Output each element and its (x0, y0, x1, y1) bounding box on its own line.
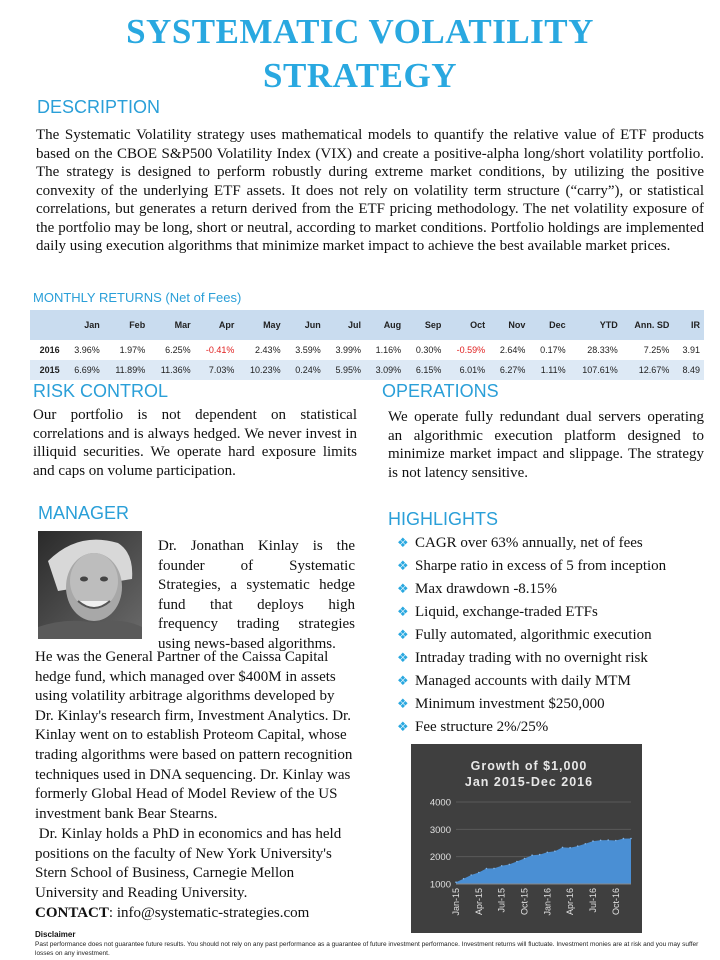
chart-data-point (623, 838, 625, 840)
table-header-cell: Feb (104, 310, 149, 340)
chart-y-tick-label: 2000 (429, 852, 451, 864)
highlight-text: Liquid, exchange-traded ETFs (415, 604, 598, 620)
highlights-list (397, 533, 697, 740)
table-row (30, 360, 704, 380)
table-cell: 28.33% (570, 340, 622, 360)
table-row-year: 2016 (30, 340, 64, 360)
diamond-bullet-icon: ❖ (397, 628, 409, 643)
table-cell: 3.09% (365, 360, 405, 380)
table-header-cell: May (238, 310, 284, 340)
chart-data-point (516, 861, 518, 863)
table-header-cell: Jul (325, 310, 365, 340)
diamond-bullet-icon: ❖ (397, 582, 409, 597)
chart-data-point (524, 858, 526, 860)
diamond-bullet-icon: ❖ (397, 651, 409, 666)
highlight-text: Max drawdown -8.15% (415, 581, 558, 597)
highlight-item (397, 648, 697, 671)
chart-data-point (470, 874, 472, 876)
highlight-text: Managed accounts with daily MTM (415, 673, 631, 689)
table-cell: 0.17% (529, 340, 569, 360)
contact-line (35, 905, 309, 922)
growth-chart (411, 744, 642, 933)
table-header-cell: Jan (64, 310, 104, 340)
table-header-cell: Aug (365, 310, 405, 340)
manager-education: Dr. Kinlay holds a PhD in economics and has held positions on the faculty of New York University's Stern School of Business, Carnegie Mellon University and Reading University. (35, 826, 345, 901)
highlight-text: CAGR over 63% annually, net of fees (415, 535, 643, 551)
table-cell: 2.64% (489, 340, 529, 360)
operations-text: We operate fully redundant dual servers operating an algorithmic execution platform designed to minimize market impact and slippage. The strategy is not latency sensitive. (388, 409, 704, 481)
chart-data-point (600, 840, 602, 842)
table-cell: 6.01% (445, 360, 489, 380)
chart-y-tick-label: 1000 (429, 879, 451, 891)
table-header-cell: Oct (445, 310, 489, 340)
table-header-cell: Apr (195, 310, 239, 340)
risk-control-heading: RISK CONTROL (33, 381, 169, 401)
highlight-text: Minimum investment $250,000 (415, 696, 605, 712)
highlight-item (397, 671, 697, 694)
disclaimer-text: Past performance does not guarantee future results. You should not rely on any past performance as a guarantee of future investment performance. Investment returns will fluctuate. Investment monies are at risk and you may suffer losses on any investment. (35, 941, 699, 957)
table-cell: 1.16% (365, 340, 405, 360)
diamond-bullet-icon: ❖ (397, 674, 409, 689)
description-heading: DESCRIPTION (37, 97, 161, 117)
highlight-item (397, 602, 697, 625)
table-header-cell: Sep (405, 310, 445, 340)
chart-data-point (501, 865, 503, 867)
chart-y-tick-label: 4000 (429, 797, 451, 809)
table-cell: 1.11% (529, 360, 569, 380)
highlight-text: Sharpe ratio in excess of 5 from inception (415, 558, 667, 574)
chart-subtitle: Jan 2015-Dec 2016 (464, 775, 594, 789)
table-cell: 2.43% (238, 340, 284, 360)
highlight-item (397, 533, 697, 556)
table-header-cell: IR (673, 310, 704, 340)
disclaimer-heading: Disclaimer (35, 930, 76, 939)
highlight-item (397, 717, 697, 740)
highlight-text: Intraday trading with no overnight risk (415, 650, 648, 666)
contact-label: CONTACT (35, 905, 109, 921)
table-cell: 3.99% (325, 340, 365, 360)
table-cell: 11.89% (104, 360, 149, 380)
table-cell: 3.59% (285, 340, 325, 360)
chart-area-series (456, 839, 631, 885)
chart-y-tick-label: 3000 (429, 824, 451, 836)
manager-bio: He was the General Partner of the Caissa Capital hedge fund, which managed over $400M in assets using volatility arbitrage algorithms developed by Dr. Kinlay's research firm, Investment Analytics. Dr. Kinlay went on to establish Proteom Capital, whose trading algorithms were based on pattern recognition techniques used in DNA sequencing. Dr. Kinlay was formerly Global Head of Model Review of the US investment bank Bear Stearns. (35, 649, 353, 822)
chart-x-tick-label: Jan-15 (451, 888, 461, 916)
chart-data-point (486, 868, 488, 870)
chart-x-tick-label: Jan-16 (542, 888, 553, 916)
table-cell: 10.23% (238, 360, 284, 380)
table-cell: 6.25% (149, 340, 194, 360)
table-cell: 11.36% (149, 360, 194, 380)
table-cell: 7.03% (195, 360, 239, 380)
manager-intro: Dr. Jonathan Kinlay is the founder of Systematic Strategies, a systematic hedge fund that deploys high frequency trading strategies using news-based algorithms. (158, 538, 355, 652)
chart-x-tick-label: Jul-16 (587, 888, 598, 913)
chart-x-tick-label: Apr-15 (473, 888, 484, 916)
table-cell: 6.27% (489, 360, 529, 380)
monthly-returns-heading: MONTHLY RETURNS (Net of Fees) (33, 290, 242, 305)
table-cell: 8.49 (673, 360, 704, 380)
table-header-cell: Jun (285, 310, 325, 340)
table-cell: 12.67% (622, 360, 674, 380)
manager-photo (38, 531, 142, 639)
chart-data-point (569, 847, 571, 849)
chart-data-point (547, 852, 549, 854)
table-header-cell: Dec (529, 310, 569, 340)
highlight-item (397, 556, 697, 579)
table-header-cell: Nov (489, 310, 529, 340)
chart-data-point (592, 840, 594, 842)
diamond-bullet-icon: ❖ (397, 559, 409, 574)
chart-data-point (615, 840, 617, 842)
table-row (30, 340, 704, 360)
highlight-item (397, 625, 697, 648)
table-cell: 3.96% (64, 340, 104, 360)
table-header-row (30, 310, 704, 340)
highlight-text: Fee structure 2%/25% (415, 719, 549, 735)
table-cell: 7.25% (622, 340, 674, 360)
highlight-item (397, 579, 697, 602)
chart-data-point (478, 872, 480, 874)
table-header-cell: Ann. SD (622, 310, 674, 340)
diamond-bullet-icon: ❖ (397, 697, 409, 712)
table-cell: 1.97% (104, 340, 149, 360)
chart-x-tick-label: Oct-15 (519, 888, 530, 916)
highlight-item (397, 694, 697, 717)
chart-x-tick-label: Oct-16 (610, 888, 621, 916)
table-header-cell: Mar (149, 310, 194, 340)
chart-data-point (562, 847, 564, 849)
manager-heading: MANAGER (38, 503, 130, 523)
table-cell: -0.41% (195, 340, 239, 360)
diamond-bullet-icon: ❖ (397, 720, 409, 735)
chart-data-point (585, 843, 587, 845)
chart-x-tick-label: Jul-15 (496, 888, 507, 913)
table-header-year (30, 310, 64, 340)
chart-data-point (455, 881, 457, 883)
chart-title: Growth of $1,000 (470, 759, 588, 773)
chart-data-point (531, 854, 533, 856)
chart-data-point (607, 839, 609, 841)
operations-heading: OPERATIONS (382, 381, 499, 401)
page-title: SYSTEMATIC VOLATILITY STRATEGY (126, 12, 594, 95)
table-cell: 107.61% (570, 360, 622, 380)
chart-data-point (554, 850, 556, 852)
highlights-heading: HIGHLIGHTS (388, 509, 499, 529)
description-text: The Systematic Volatility strategy uses mathematical models to quantify the relative value of ETF products based on the CBOE S&P500 Volatility Index (VIX) and create a positive-alpha long/short volatility portfolio. The strategy is designed to perform robustly during extreme market conditions, by utilizing the positive convexity of the underlying ETF assets. It does not rely on volatility term structure (“carry”), or statistical correlations, but generates a return derived from the ETF pricing methodology. The net volatility exposure of the portfolio may be long, short or neutral, according to market conditions. Portfolio holdings are implemented daily using execution algorithms that minimize market impact to achieve the best available market prices. (36, 127, 704, 254)
table-row-year: 2015 (30, 360, 64, 380)
chart-data-point (463, 878, 465, 880)
chart-data-point (630, 838, 632, 840)
table-cell: -0.59% (445, 340, 489, 360)
table-cell: 5.95% (325, 360, 365, 380)
chart-data-point (539, 854, 541, 856)
contact-email[interactable]: : info@systematic-strategies.com (108, 905, 310, 921)
table-cell: 6.69% (64, 360, 104, 380)
chart-x-tick-label: Apr-16 (565, 888, 576, 916)
table-cell: 3.91 (673, 340, 704, 360)
growth-chart-svg (411, 744, 642, 933)
diamond-bullet-icon: ❖ (397, 536, 409, 551)
chart-data-point (493, 868, 495, 870)
risk-control-text: Our portfolio is not dependent on statistical correlations and is always hedged. We never invest in illiquid securities. We operate hard exposure limits and caps on volume participation. (33, 407, 357, 479)
table-cell: 0.30% (405, 340, 445, 360)
diamond-bullet-icon: ❖ (397, 605, 409, 620)
table-cell: 6.15% (405, 360, 445, 380)
highlight-text: Fully automated, algorithmic execution (415, 627, 652, 643)
table-header-cell: YTD (570, 310, 622, 340)
table-cell: 0.24% (285, 360, 325, 380)
monthly-returns-table (30, 310, 704, 376)
chart-data-point (509, 864, 511, 866)
chart-data-point (577, 845, 579, 847)
